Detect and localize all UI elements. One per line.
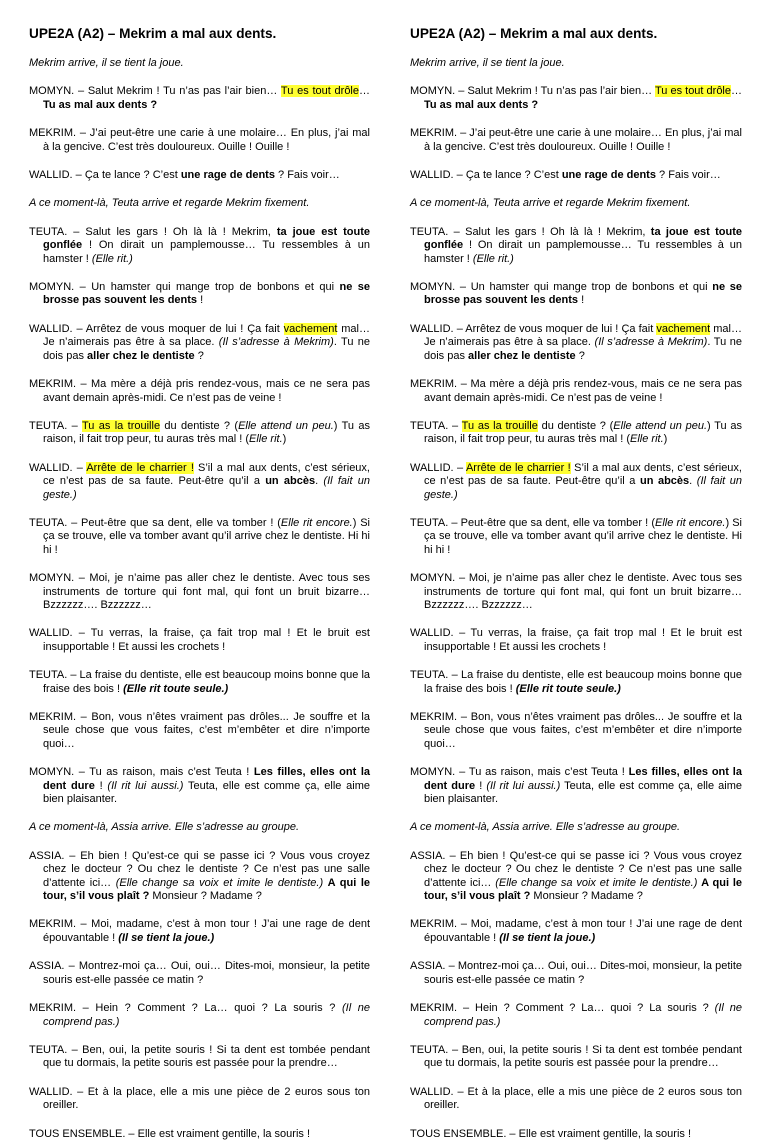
- dialogue-line: TOUS ENSEMBLE. – Elle est vraiment gentille, la souris !: [29, 1127, 311, 1140]
- dialogue-line: MEKRIM. – J’ai peut-être une carie à une molaire… En plus, j’ai mal à la gencive. C’est très douloureux. Ouille ! Ouille !: [29, 127, 370, 153]
- text: WALLID. –: [410, 461, 466, 474]
- dialogue-line: [29, 1002, 370, 1029]
- text: TEUTA. – Salut les gars ! Oh là là ! Mekrim,: [410, 225, 651, 238]
- bold-text: A qui le tour, s’il vous plaît ?: [43, 876, 370, 903]
- text: TEUTA. – Peut-être que sa dent, elle va tomber ! (: [410, 516, 655, 529]
- text: !: [475, 779, 487, 792]
- text: WALLID. – Arrêtez de vous moquer de lui ! Ça fait: [410, 322, 657, 335]
- dialogue-line: MOMYN. – Moi, je n’aime pas aller chez le dentiste. Avec tous ses instruments de torture qui font mal, qui font un bruit bizarre… Bzzzzzz…. Bzzzzzz…: [29, 572, 370, 611]
- text: !: [578, 294, 585, 307]
- text: MOMYN. – Tu as raison, mais c’est Teuta !: [29, 766, 254, 779]
- dialogue-line: [410, 226, 742, 266]
- italic-text: (Il fait un geste.): [424, 475, 742, 501]
- text: !: [94, 779, 108, 792]
- bold-text: Les filles, elles ont la dent dure: [424, 766, 742, 792]
- dialogue-line: [410, 281, 742, 308]
- bold-text: ta joue est toute gonflée: [424, 225, 742, 252]
- italic-text: Elle rit encore.: [280, 516, 353, 529]
- text: ? Fais voir…: [655, 169, 721, 182]
- text: ASSIA. – Eh bien ! Qu’est-ce qui se passe ici ? Vous vous croyez chez le docteur ? Ou chez le dentiste ? Ce n’est pas une salle d’attente ici…: [29, 849, 370, 889]
- bold-text: ne se brosse pas souvent les dents: [424, 281, 742, 307]
- text: .: [689, 475, 697, 488]
- highlighted-text: vachement: [656, 322, 711, 335]
- bold-text: Tu as mal aux dents ?: [43, 98, 158, 111]
- text: ASSIA. – Eh bien ! Qu’est-ce qui se passe ici ? Vous vous croyez chez le docteur ? Ou chez le dentiste ? Ce n’est pas une salle d’attente ici…: [410, 849, 742, 889]
- text: ! On dirait un pamplemousse… Tu ressembles à un hamster !: [43, 239, 370, 265]
- text: mal… Je n’aimerais pas être à sa place.: [43, 322, 370, 349]
- text: TEUTA. – La fraise du dentiste, elle est beaucoup moins bonne que la fraise des bois !: [29, 669, 371, 695]
- text: ): [282, 433, 287, 446]
- text: …: [731, 85, 742, 98]
- text: . Tu ne dois pas: [424, 336, 742, 362]
- dialogue-line: [29, 420, 370, 447]
- page-title: UPE2A (A2) – Mekrim a mal aux dents.: [29, 26, 277, 41]
- stage-direction: A ce moment-là, Teuta arrive et regarde Mekrim fixement.: [410, 197, 691, 210]
- italic-text: (Elle rit.): [472, 252, 514, 265]
- bold-text: aller chez le dentiste: [87, 349, 195, 362]
- text: ? Fais voir…: [274, 169, 340, 182]
- text: du dentiste ? (: [160, 419, 239, 432]
- stage-direction: Mekrim arrive, il se tient la joue.: [29, 57, 184, 69]
- text: TEUTA. – Peut-être que sa dent, elle va tomber ! (: [29, 516, 281, 529]
- text: !: [197, 294, 204, 307]
- italic-text: (Elle change sa voix et imite le dentiste.): [115, 876, 324, 889]
- text: MEKRIM. – Hein ? Comment ? La… quoi ? La souris ?: [410, 1002, 715, 1015]
- text: ) Tu as raison, il fait trop peur, tu auras très mal ! (: [424, 419, 743, 446]
- dialogue-line: [410, 766, 742, 806]
- bold-text: aller chez le dentiste: [468, 349, 576, 362]
- highlighted-text: Tu as la trouille: [461, 419, 538, 432]
- dialogue-line: [410, 85, 742, 112]
- page-title: UPE2A (A2) – Mekrim a mal aux dents.: [410, 26, 658, 41]
- dialogue-line: [29, 226, 370, 266]
- highlighted-text: Tu es tout drôle: [654, 85, 731, 98]
- italic-text: (Elle rit.): [91, 252, 133, 265]
- text: ?: [575, 349, 585, 362]
- text: WALLID. – Ça te lance ? C’est: [410, 169, 562, 182]
- dialogue-line: TOUS ENSEMBLE. – Elle est vraiment gentille, la souris !: [410, 1127, 692, 1140]
- italic-text: (Il fait un geste.): [43, 475, 370, 501]
- text: MEKRIM. – Hein ? Comment ? La… quoi ? La souris ?: [29, 1002, 342, 1015]
- dialogue-line: [29, 850, 370, 904]
- dialogue-line: [29, 462, 370, 502]
- text: MOMYN. – Salut Mekrim ! Tu n’as pas l’air bien…: [410, 85, 655, 98]
- text: .: [315, 475, 324, 488]
- text: ): [663, 433, 668, 446]
- dialogue-line: [410, 850, 742, 904]
- bold-italic-text: (Elle rit toute seule.): [515, 682, 621, 695]
- dialogue-line: [410, 918, 742, 945]
- text: S’il a mal aux dents, c’est sérieux, ce n’est pas de sa faute. Peut-être qu’il a: [43, 461, 370, 488]
- dialogue-line: ASSIA. – Montrez-moi ça… Oui, oui… Dites-moi, monsieur, la petite souris est-elle passée ce matin ?: [410, 960, 742, 986]
- bold-text: ne se brosse pas souvent les dents: [43, 281, 370, 307]
- dialogue-line: WALLID. – Tu verras, la fraise, ça fait trop mal ! Et le bruit est insupportable ! Et aussi les crochets !: [29, 627, 370, 653]
- italic-text: Elle rit.: [249, 433, 283, 446]
- italic-text: Elle attend un peu.: [238, 419, 334, 432]
- stage-direction: A ce moment-là, Assia arrive. Elle s’adresse au groupe.: [410, 821, 681, 834]
- dialogue-line: WALLID. – Et à la place, elle a mis une pièce de 2 euros sous ton oreiller.: [410, 1085, 742, 1112]
- italic-text: Elle rit.: [630, 433, 664, 446]
- dialogue-line: [29, 669, 370, 696]
- text: MEKRIM. – Moi, madame, c’est à mon tour ! J’ai une rage de dent épouvantable !: [29, 918, 370, 944]
- dialogue-line: [29, 918, 370, 945]
- dialogue-line: TEUTA. – Ben, oui, la petite souris ! Si ta dent est tombée pendant que tu dormais, la petite souris est passée pour la prendre…: [410, 1043, 742, 1070]
- bold-italic-text: (Il se tient la joue.): [118, 931, 215, 944]
- bold-text: Tu as mal aux dents ?: [424, 98, 539, 111]
- dialogue-line: [410, 323, 742, 363]
- text: ) Si ça se trouve, elle va tomber avant qu’il arrive chez le dentiste. Hi hi hi !: [43, 516, 371, 556]
- right-column: [384, 0, 768, 1140]
- text: ?: [194, 349, 204, 362]
- italic-text: Elle attend un peu.: [613, 419, 708, 432]
- dialogue-line: [410, 669, 742, 696]
- text: ! On dirait un pamplemousse… Tu ressembles à un hamster !: [424, 239, 742, 265]
- text: TEUTA. – La fraise du dentiste, elle est beaucoup moins bonne que la fraise des bois !: [410, 669, 742, 695]
- text: Teuta, elle est comme ça, elle aime bien plaisanter.: [424, 779, 742, 806]
- bold-italic-text: (Il se tient la joue.): [499, 931, 596, 944]
- dialogue-line: MEKRIM. – Bon, vous n’êtes vraiment pas drôles... Je souffre et la seule chose que vous faites, c’est m’embêter et dire n’importe quoi…: [29, 711, 370, 750]
- text: Monsieur ? Madame ?: [149, 890, 262, 903]
- dialogue-line: [29, 169, 370, 182]
- dialogue-line: MEKRIM. – J’ai peut-être une carie à une molaire… En plus, j’ai mal à la gencive. C’est très douloureux. Ouille ! Ouille !: [410, 127, 742, 153]
- dialogue-line: [410, 517, 742, 557]
- text: MOMYN. – Un hamster qui mange trop de bonbons et qui: [29, 281, 340, 294]
- italic-text: (Il s’adresse à Mekrim): [218, 336, 334, 349]
- text: TEUTA. –: [410, 419, 462, 432]
- stage-direction: Mekrim arrive, il se tient la joue.: [410, 57, 565, 69]
- text: MOMYN. – Un hamster qui mange trop de bonbons et qui: [410, 281, 713, 294]
- dialogue-line: MEKRIM. – Ma mère a déjà pris rendez-vous, mais ce ne sera pas avant demain après-midi. Ce n’est pas de veine !: [410, 378, 742, 404]
- text: du dentiste ? (: [537, 419, 614, 432]
- text: MOMYN. – Salut Mekrim ! Tu n’as pas l’air bien…: [29, 85, 281, 98]
- left-column: [0, 0, 384, 1140]
- bold-text: Les filles, elles ont la dent dure: [43, 766, 370, 792]
- dialogue-line: [410, 1002, 742, 1029]
- stage-direction: A ce moment-là, Assia arrive. Elle s’adresse au groupe.: [29, 821, 300, 834]
- dialogue-line: [29, 85, 370, 112]
- dialogue-line: MEKRIM. – Bon, vous n’êtes vraiment pas drôles... Je souffre et la seule chose que vous faites, c’est m’embêter et dire n’importe quoi…: [410, 711, 742, 750]
- highlighted-text: Tu es tout drôle: [280, 85, 359, 98]
- italic-text: Elle rit encore.: [655, 516, 726, 529]
- dialogue-line: [29, 766, 370, 806]
- dialogue-line: [410, 169, 742, 182]
- bold-italic-text: (Elle rit toute seule.): [123, 682, 229, 695]
- text: . Tu ne dois pas: [43, 336, 370, 362]
- italic-text: (Il ne comprend pas.): [424, 1002, 742, 1028]
- text: TEUTA. – Salut les gars ! Oh là là ! Mekrim,: [29, 225, 277, 238]
- highlighted-text: Tu as la trouille: [81, 419, 161, 432]
- dialogue-line: [29, 323, 370, 363]
- text: Monsieur ? Madame ?: [530, 890, 643, 903]
- dialogue-line: [410, 462, 742, 502]
- bold-text: une rage de dents: [180, 169, 275, 182]
- dialogue-line: MOMYN. – Moi, je n’aime pas aller chez le dentiste. Avec tous ses instruments de torture qui font mal, qui font un bruit bizarre… Bzzzzzz…. Bzzzzzz…: [410, 572, 742, 611]
- text: WALLID. – Arrêtez de vous moquer de lui ! Ça fait: [29, 322, 284, 335]
- text: ) Tu as raison, il fait trop peur, tu auras très mal ! (: [43, 419, 370, 446]
- bold-text: A qui le tour, s’il vous plaît ?: [424, 876, 742, 903]
- text: WALLID. – Ça te lance ? C’est: [29, 169, 181, 182]
- dialogue-line: [29, 281, 370, 308]
- text: ) Si ça se trouve, elle va tomber avant qu’il arrive chez le dentiste. Hi hi hi !: [424, 516, 743, 556]
- text: S’il a mal aux dents, c’est sérieux, ce n’est pas de sa faute. Peut-être qu’il a: [424, 461, 742, 488]
- highlighted-text: Arrête de le charrier !: [86, 461, 194, 474]
- dialogue-line: WALLID. – Et à la place, elle a mis une pièce de 2 euros sous ton oreiller.: [29, 1085, 370, 1112]
- text: mal… Je n’aimerais pas être à sa place.: [424, 322, 742, 349]
- dialogue-line: [29, 517, 370, 557]
- text: MEKRIM. – Moi, madame, c’est à mon tour ! J’ai une rage de dent épouvantable !: [410, 918, 742, 944]
- text: WALLID. –: [29, 461, 87, 474]
- bold-text: une rage de dents: [561, 169, 656, 182]
- dialogue-line: MEKRIM. – Ma mère a déjà pris rendez-vous, mais ce ne sera pas avant demain après-midi. Ce n’est pas de veine !: [29, 378, 370, 404]
- stage-direction: A ce moment-là, Teuta arrive et regarde Mekrim fixement.: [29, 197, 310, 210]
- dialogue-line: TEUTA. – Ben, oui, la petite souris ! Si ta dent est tombée pendant que tu dormais, la petite souris est passée pour la prendre…: [29, 1043, 370, 1070]
- text: TEUTA. –: [29, 419, 82, 432]
- text: Teuta, elle est comme ça, elle aime bien plaisanter.: [43, 779, 370, 806]
- bold-text: un abcès: [639, 475, 690, 488]
- bold-text: un abcès: [265, 475, 316, 488]
- italic-text: (Il rit lui aussi.): [486, 779, 561, 792]
- italic-text: (Il ne comprend pas.): [43, 1002, 370, 1028]
- highlighted-text: vachement: [283, 322, 338, 335]
- bold-text: ta joue est toute gonflée: [43, 225, 370, 252]
- italic-text: (Elle change sa voix et imite le dentiste.): [495, 876, 698, 889]
- dialogue-line: ASSIA. – Montrez-moi ça… Oui, oui… Dites-moi, monsieur, la petite souris est-elle passée ce matin ?: [29, 960, 370, 986]
- italic-text: (Il rit lui aussi.): [107, 779, 184, 792]
- dialogue-line: [410, 420, 742, 447]
- italic-text: (Il s’adresse à Mekrim): [594, 336, 708, 349]
- text: …: [359, 85, 370, 98]
- highlighted-text: Arrête de le charrier !: [465, 461, 571, 474]
- text: MOMYN. – Tu as raison, mais c’est Teuta !: [410, 766, 629, 779]
- dialogue-line: WALLID. – Tu verras, la fraise, ça fait trop mal ! Et le bruit est insupportable ! Et aussi les crochets !: [410, 627, 742, 653]
